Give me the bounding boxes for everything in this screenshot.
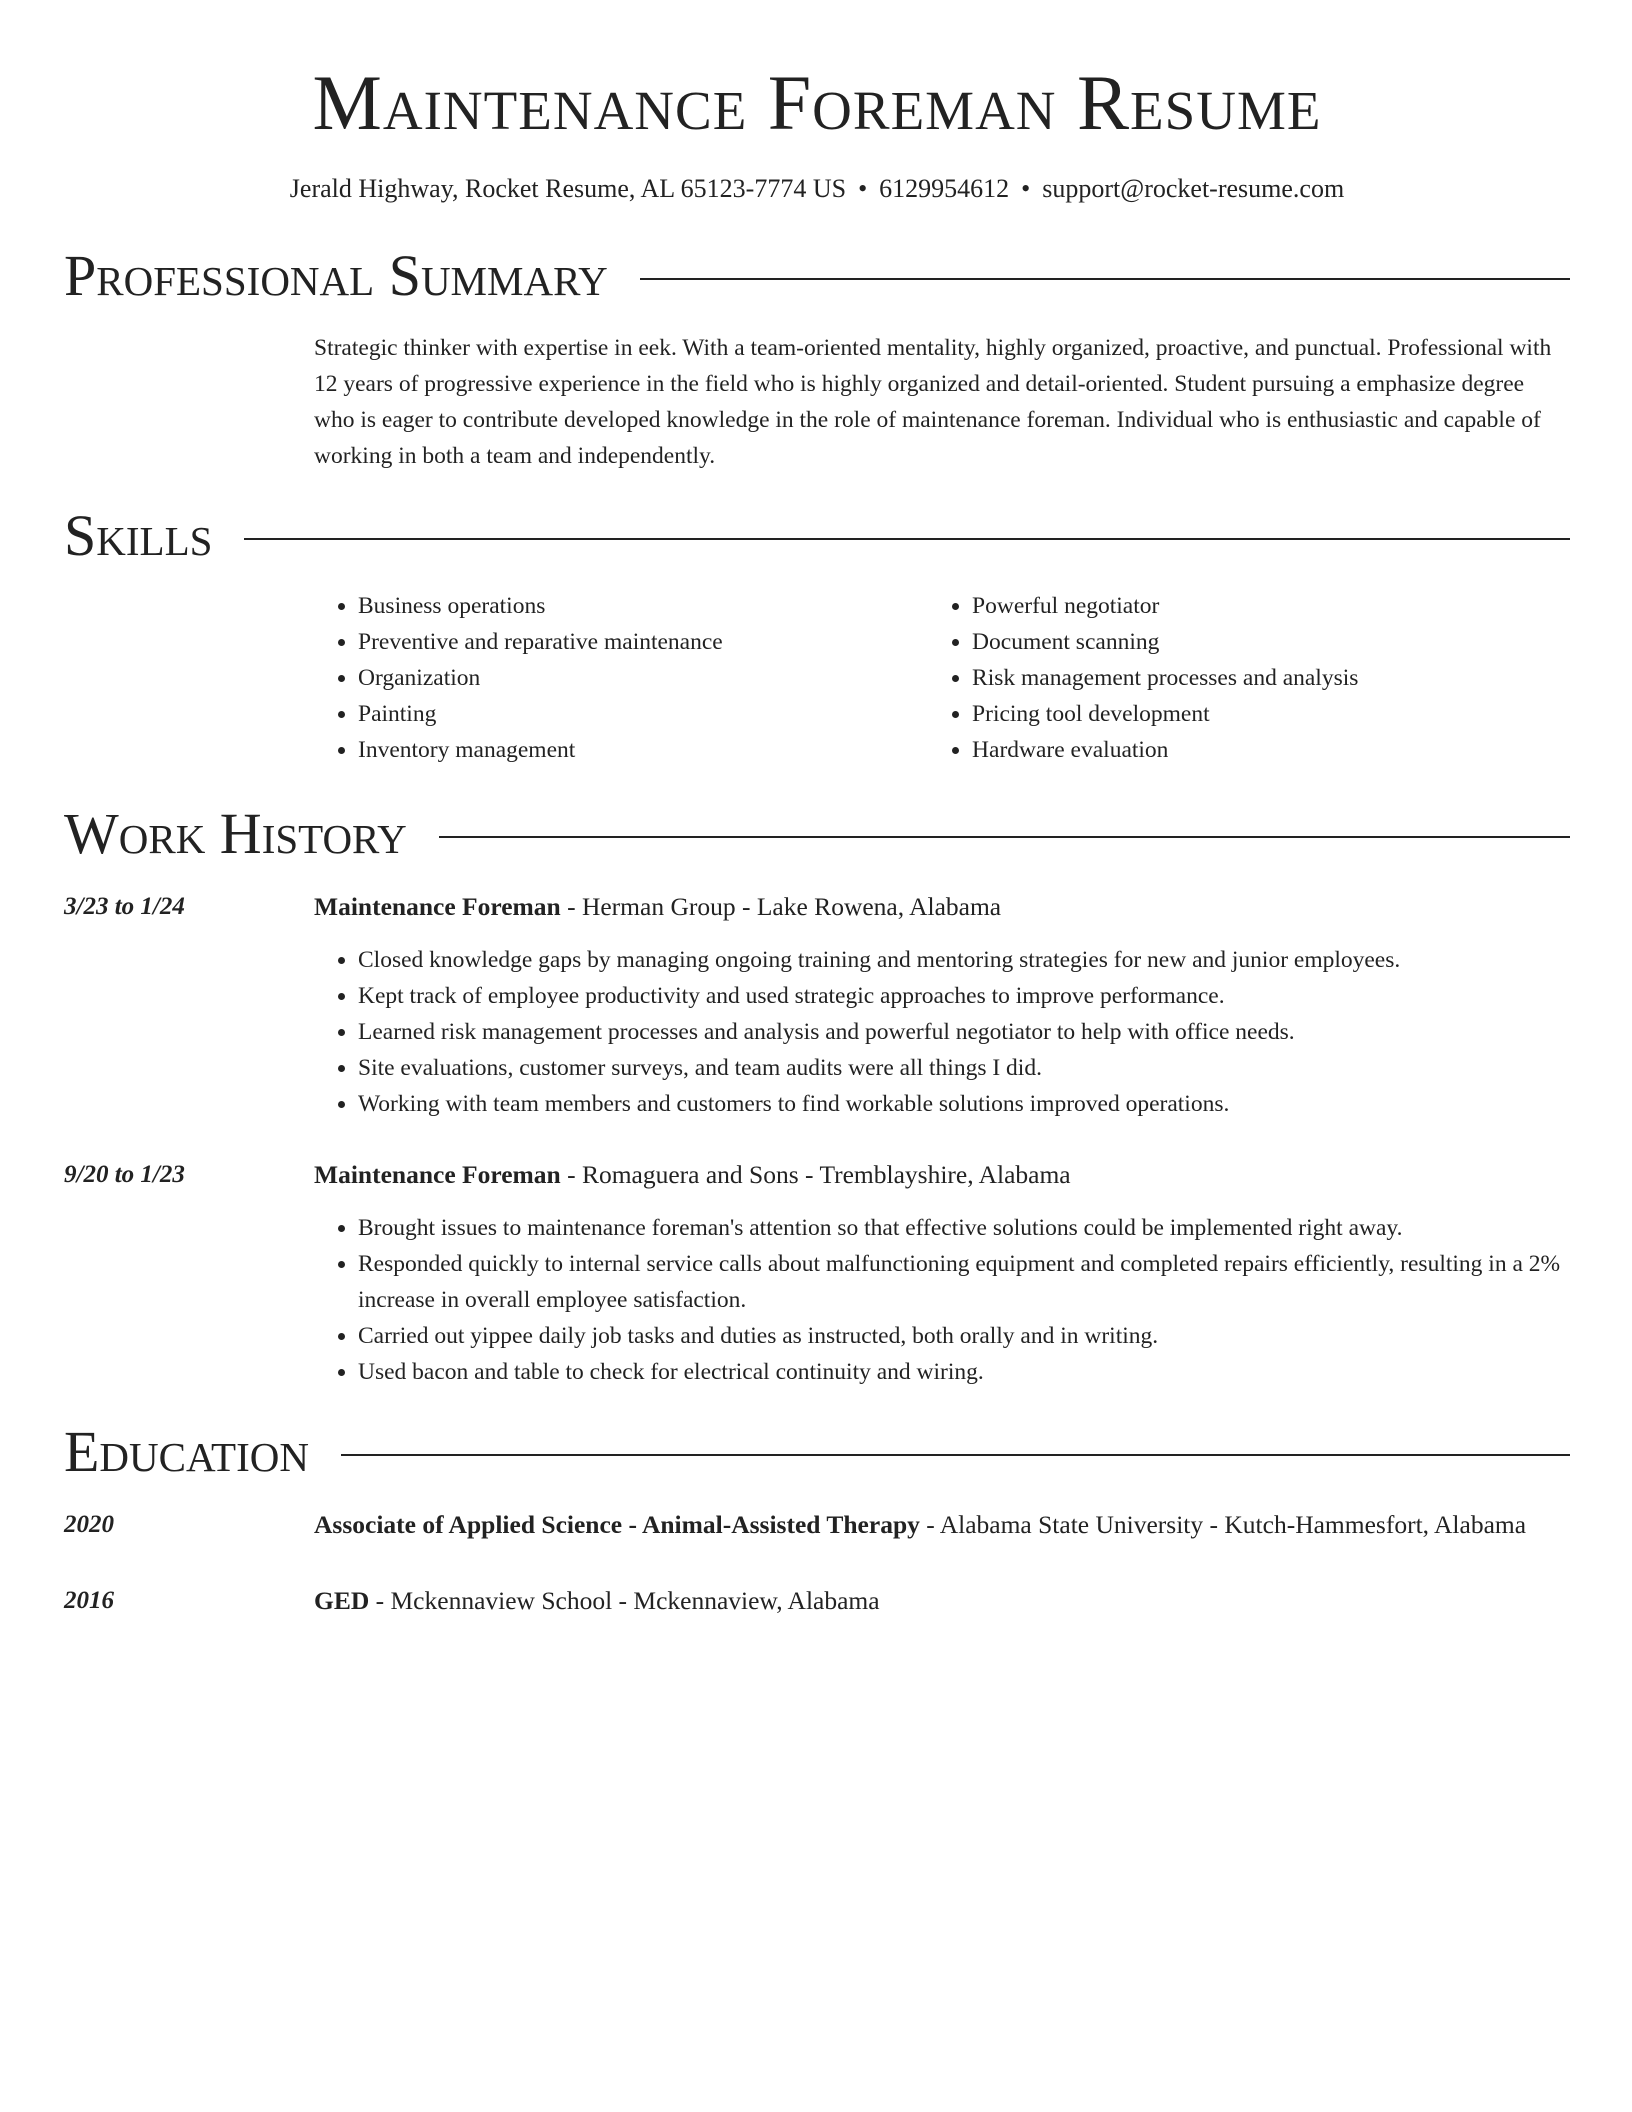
summary-section-header xyxy=(64,244,1570,308)
education-year: 2020 xyxy=(64,1511,114,1538)
skills-section-header xyxy=(64,504,1570,568)
job-title: Maintenance Foreman xyxy=(314,1160,561,1189)
job-company-location: - Romaguera and Sons - Tremblayshire, Alabama xyxy=(560,1160,1071,1189)
work-section-header xyxy=(64,802,1570,866)
education-heading: Education xyxy=(64,1419,309,1484)
job-company-location: - Herman Group - Lake Rowena, Alabama xyxy=(560,892,1002,921)
job-bullet: • Working with team members and customers to find workable solutions improved operations. xyxy=(358,1086,1570,1122)
skill-item: • Painting xyxy=(358,696,928,732)
job-dates: 3/23 to 1/24 xyxy=(64,893,185,920)
contact-phone: 6129954612 xyxy=(879,174,1010,203)
education-degree: GED xyxy=(314,1586,370,1615)
job-bullet: • Used bacon and table to check for electrical continuity and wiring. xyxy=(358,1354,1570,1390)
skills-list xyxy=(314,588,1570,768)
job-bullets xyxy=(314,1210,1570,1390)
skill-item: • Preventive and reparative maintenance xyxy=(358,624,928,660)
skill-item: • Inventory management xyxy=(358,732,928,768)
job-dates: 9/20 to 1/23 xyxy=(64,1161,185,1188)
work-heading: Work History xyxy=(64,801,407,866)
education-section-header xyxy=(64,1420,1570,1484)
education-year: 2016 xyxy=(64,1587,114,1614)
contact-email: support@rocket-resume.com xyxy=(1042,174,1345,203)
summary-text: Strategic thinker with expertise in eek. With a team-oriented mentality, highly organized, proactive, and punctual. Professional with 12 years of progressive experience in the field who is highly organized and detail-oriented. Student pursuing a emphasize degree who is eager to contribute developed knowledge in the role of maintenance foreman. Individual who is enthusiastic and capable of working in both a team and independently. xyxy=(314,335,1552,469)
job-bullets xyxy=(314,942,1570,1122)
education-school-location: - Mckennaview School - Mckennaview, Alabama xyxy=(369,1586,880,1615)
contact-line xyxy=(64,172,1570,206)
resume-page xyxy=(64,0,1570,1620)
job-body xyxy=(314,888,1570,1122)
section-divider xyxy=(341,1454,1570,1456)
job-bullet: • Kept track of employee productivity and used strategic approaches to improve performance. xyxy=(358,978,1570,1014)
education-school-location: - Alabama State University - Kutch-Hammesfort, Alabama xyxy=(919,1510,1527,1539)
job-bullet: • Carried out yippee daily job tasks and duties as instructed, both orally and in writing. xyxy=(358,1318,1570,1354)
education-degree: Associate of Applied Science - Animal-Assisted Therapy xyxy=(314,1510,920,1539)
job-bullet: • Closed knowledge gaps by managing ongoing training and mentoring strategies for new and junior employees. xyxy=(358,942,1570,978)
contact-separator: • xyxy=(1021,174,1031,203)
job-body xyxy=(314,1156,1570,1390)
education-details xyxy=(314,1506,1570,1544)
skill-item: • Organization xyxy=(358,660,928,696)
skill-item: • Hardware evaluation xyxy=(972,732,1570,768)
page-title: Maintenance Foreman Resume xyxy=(312,59,1322,146)
summary-heading: Professional Summary xyxy=(64,243,608,308)
job-bullet: • Brought issues to maintenance foreman's attention so that effective solutions could be implemented right away. xyxy=(358,1210,1570,1246)
contact-address: Jerald Highway, Rocket Resume, AL 65123-7774 US xyxy=(289,174,847,203)
job-header xyxy=(314,888,1570,926)
section-divider xyxy=(640,278,1570,280)
skills-column-left xyxy=(314,588,928,768)
education-entry xyxy=(64,1506,1570,1544)
education-details xyxy=(314,1582,1570,1620)
job-bullet: • Site evaluations, customer surveys, and team audits were all things I did. xyxy=(358,1050,1570,1086)
education-entry xyxy=(64,1582,1570,1620)
job-title: Maintenance Foreman xyxy=(314,892,561,921)
job-bullet: • Responded quickly to internal service calls about malfunctioning equipment and completed repairs efficiently, resulting in a 2% increase in overall employee satisfaction. xyxy=(358,1246,1570,1318)
skill-item: • Document scanning xyxy=(972,624,1570,660)
contact-separator: • xyxy=(858,174,868,203)
job-entry xyxy=(64,1156,1570,1390)
work-history-list xyxy=(64,888,1570,1390)
job-entry xyxy=(64,888,1570,1122)
education-list xyxy=(64,1506,1570,1620)
skill-item: • Risk management processes and analysis xyxy=(972,660,1570,696)
skill-item: • Pricing tool development xyxy=(972,696,1570,732)
job-bullet: • Learned risk management processes and analysis and powerful negotiator to help with office needs. xyxy=(358,1014,1570,1050)
job-header xyxy=(314,1156,1570,1194)
skill-item: • Business operations xyxy=(358,588,928,624)
section-divider xyxy=(244,538,1570,540)
skill-item: • Powerful negotiator xyxy=(972,588,1570,624)
skills-heading: Skills xyxy=(64,503,213,568)
section-divider xyxy=(439,836,1570,838)
skills-column-right xyxy=(928,588,1570,768)
